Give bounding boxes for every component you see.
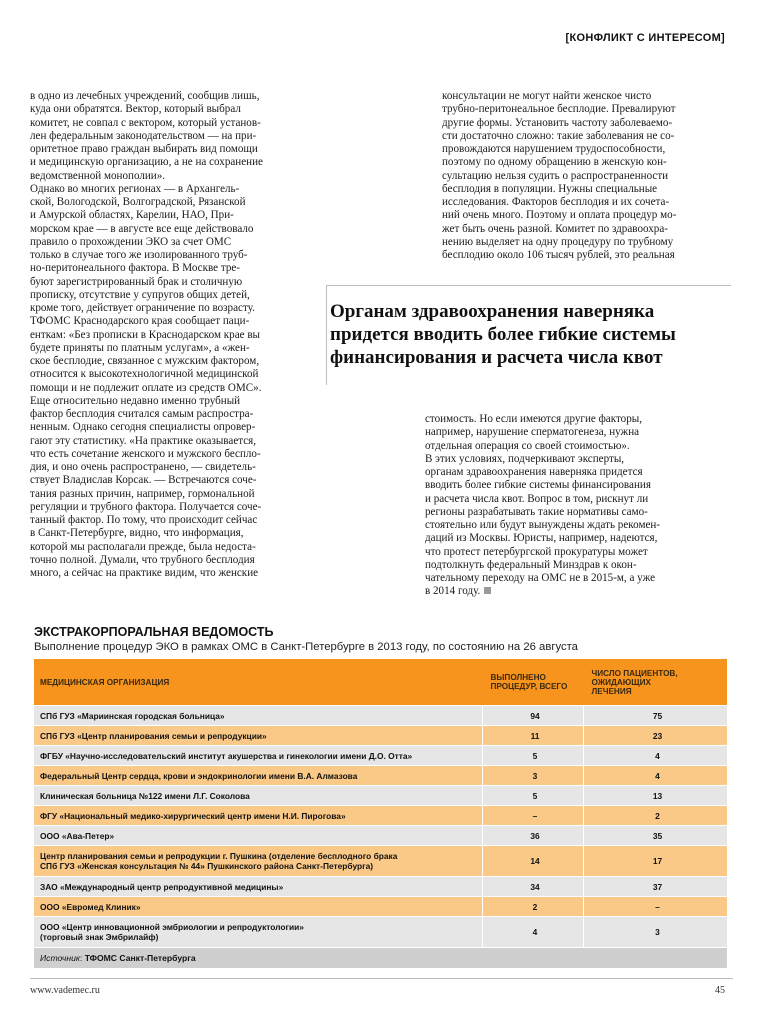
table-title: ЭКСТРАКОРПОРАЛЬНАЯ ВЕДОМОСТЬ [34, 625, 274, 639]
text-line: даций из Москвы. Юристы, например, надеются, [425, 532, 658, 545]
cell-done: – [483, 806, 584, 826]
text-line: что протест петербургской прокуратуры может [425, 545, 648, 558]
text-line: бесплодия в популяции. Нужны специальные [442, 182, 658, 195]
cell-done: 5 [483, 786, 584, 806]
cell-waiting: 4 [584, 766, 728, 786]
cell-org [34, 917, 483, 948]
ivf-procedures-table [34, 659, 727, 968]
cell-org: Федеральный Центр сердца, крови и эндокринологии имени В.А. Алмазова [34, 766, 483, 786]
text-line: например, нарушение сперматогенеза, нужна [425, 426, 640, 439]
cell-waiting: 75 [584, 706, 728, 726]
header-done-line: ПРОЦЕДУР, ВСЕГО [490, 682, 568, 691]
text-line: подтолкнуть федеральный Минздрав к окон- [425, 558, 637, 571]
article-column-left [30, 90, 320, 580]
text-line: буют зарегистрированный брак и столичную [30, 275, 243, 288]
pullquote-line: Органам здравоохранения наверняка [330, 301, 655, 322]
cell-done: 94 [483, 706, 584, 726]
table-row [34, 706, 727, 726]
cell-waiting: 13 [584, 786, 728, 806]
cell-waiting: – [584, 897, 728, 917]
cell-org: ООО «Ава-Петер» [34, 826, 483, 846]
section-tag: [КОНФЛИКТ С ИНТЕРЕСОМ] [565, 32, 725, 44]
header-waiting-line: ОЖИДАЮЩИХ [591, 677, 651, 687]
text-line: регуляции и трубного фактора. Получается сочe- [30, 500, 262, 513]
table-subtitle: Выполнение процедур ЭКО в рамках ОМС в Санкт-Петербурге в 2013 году, по состоянию на 26 августа [34, 641, 578, 653]
text-line: лен федеральным законодательством — на при- [30, 129, 257, 142]
text-line: исследования. Факторов бесплодия и их сочета- [442, 196, 670, 208]
text-line: В этих условиях, подчеркивают эксперты, [425, 452, 625, 465]
text-line: отдельная операция со своей стоимостью». [425, 439, 630, 452]
cell-waiting: 23 [584, 726, 728, 746]
text-line: енткам: «Без прописки в Краснодарском крае вы [30, 328, 261, 341]
text-line: относится к высокотехнологичной медицинской [30, 368, 259, 381]
text-line: ний очень много. Поэтому и оплата процедур мо- [442, 209, 677, 222]
table-row [34, 846, 727, 877]
text-line: и расчета числа квот. Вопрос в том, рискнут ли [425, 492, 649, 505]
text-line: правило о прохождении ЭКО за счет ОМС [30, 235, 232, 248]
table-row [34, 826, 727, 846]
article-column-right-top [442, 90, 732, 262]
pullquote-line: финансирования и расчета числа квот [330, 347, 663, 368]
cell-org: ФГУ «Национальный медико-хирургический центр имени Н.И. Пирогова» [34, 806, 483, 826]
text-line: консультации не могут найти женское чисто [442, 90, 652, 102]
footer-divider [30, 978, 733, 979]
text-line: в 2014 году. [425, 585, 481, 598]
source-label: Источник [40, 953, 80, 963]
cell-waiting: 3 [584, 917, 728, 948]
text-line: оритетное право граждан выбирать вид помощи [30, 143, 258, 155]
text-line: чательному переходу на ОМС не в 2015-м, а уже [425, 572, 656, 584]
text-line: в Санкт-Петербурге, видно, что информация, [30, 527, 244, 540]
cell-org-line: СПб ГУЗ «Женская консультация № 44» Пушкинского района Санкт-Петербурга) [40, 861, 374, 871]
header-waiting-line: ЛЕЧЕНИЯ [591, 686, 632, 696]
cell-done: 5 [483, 746, 584, 766]
table-row [34, 786, 727, 806]
cell-org: СПб ГУЗ «Мариинская городская больница» [34, 706, 483, 726]
cell-waiting: 17 [584, 846, 728, 877]
text-line: дия, и оно очень распространено, — свидетель- [30, 461, 256, 473]
table-row [34, 746, 727, 766]
cell-org: СПб ГУЗ «Центр планирования семьи и репродукции» [34, 726, 483, 746]
cell-org-line: (торговый знак Эмбрилайф) [40, 932, 159, 942]
text-line: другие формы. Установить частоту заболеваемо- [442, 116, 673, 129]
text-line: только в случае того же изолированного труб- [30, 249, 248, 261]
text-line: ствует Владислав Корсак. — Встречаются сочe- [30, 474, 257, 487]
text-line: поэтому по одному обращению в женскую кон- [442, 156, 667, 169]
header-waiting-line: ЧИСЛО ПАЦИЕНТОВ, [591, 668, 678, 678]
text-line: которой мы располагали прежде, была недоста- [30, 540, 256, 553]
footer-url: www.vademec.ru [30, 985, 100, 996]
text-line: провождаются нарушением трудоспособности, [442, 143, 666, 155]
text-line: помощи и не подлежит оплате из средств ОМС». [30, 381, 262, 394]
cell-org: Клиническая больница №122 имени Л.Г. Соколова [34, 786, 483, 806]
header-waiting [584, 659, 728, 706]
text-line: точно полной. Думали, что трубного бесплодия [30, 553, 255, 566]
pullquote [330, 300, 730, 369]
text-line: ведомственной монополии». [30, 169, 166, 182]
text-line-last [425, 585, 725, 598]
text-line: много, а сейчас на практике видим, что женские [30, 567, 259, 579]
cell-org: ЗАО «Международный центр репродуктивной медицины» [34, 877, 483, 897]
text-line: Однако во многих регионах — в Архангель- [30, 182, 240, 195]
text-line: Еще относительно недавно именно трубный [30, 394, 241, 407]
text-line: но-перитонеального фактора. В Москве тре- [30, 262, 241, 275]
pullquote-rule-horizontal [326, 285, 731, 286]
text-line: бесплодию около 106 тысяч рублей, это реальная [442, 249, 675, 261]
article-column-right-bottom [425, 413, 725, 599]
text-line: ТФОМС Краснодарского края сообщает паци- [30, 315, 250, 328]
text-line: в одно из лечебных учреждений, сообщив лишь, [30, 90, 260, 102]
cell-done: 11 [483, 726, 584, 746]
cell-org [34, 846, 483, 877]
text-line: нению выделяет на одну процедуру по трубному [442, 235, 674, 248]
table-row [34, 877, 727, 897]
cell-done: 14 [483, 846, 584, 877]
pullquote-rule-vertical [326, 285, 327, 385]
table-row [34, 897, 727, 917]
table-row [34, 726, 727, 746]
cell-waiting: 35 [584, 826, 728, 846]
text-line: трубно-перитонеальное бесплодие. Превалируют [442, 103, 676, 116]
cell-done: 34 [483, 877, 584, 897]
text-line: сти достаточно сложно: такие заболевания не со- [442, 129, 675, 142]
text-line: стоимость. Но если имеются другие факторы, [425, 413, 642, 425]
table-row [34, 917, 727, 948]
text-line: фактор бесплодия считался самым распростра- [30, 408, 254, 420]
source-value: ТФОМС Санкт-Петербурга [84, 953, 196, 963]
text-line: гают эту статистику. «На практике оказывается, [30, 434, 257, 447]
text-line: жет быть очень разной. Комитет по здравоохра- [442, 222, 668, 235]
header-org: МЕДИЦИНСКАЯ ОРГАНИЗАЦИЯ [34, 659, 483, 706]
cell-waiting: 2 [584, 806, 728, 826]
text-line: ское бесплодие, связанное с мужским фактором, [30, 355, 260, 367]
table-source: Источник: ТФОМС Санкт-Петербурга [34, 948, 727, 969]
pullquote-line: придется вводить более гибкие системы [330, 324, 676, 345]
cell-org: ООО «Евромед Клиник» [34, 897, 483, 917]
cell-done: 36 [483, 826, 584, 846]
table-header-row [34, 659, 727, 706]
table-source-row [34, 948, 727, 969]
header-done-line: ВЫПОЛНЕНО [490, 673, 546, 682]
text-line: танный фактор. По тому, что происходит сейчас [30, 514, 258, 526]
text-line: ской, Вологодской, Волгоградской, Рязанской [30, 196, 246, 208]
text-line: ненным. Однако сегодня специалисты опровер- [30, 421, 256, 434]
text-line: прописку, отсутствие у супругов общих детей, [30, 288, 250, 301]
cell-org: ФГБУ «Научно-исследовательский институт акушерства и гинекологии имени Д.О. Отта» [34, 746, 483, 766]
text-line: будете приняты по платным услугам», а «жен- [30, 341, 250, 354]
end-of-article-icon [484, 587, 491, 594]
text-line: куда они обратятся. Вектор, который выбрал [30, 103, 241, 116]
text-line: что есть сочетание женского и мужского беспло- [30, 447, 261, 460]
cell-done: 2 [483, 897, 584, 917]
text-line: органам здравоохранения наверняка придется [425, 466, 643, 478]
text-line: сультацию нельзя судить о распространенности [442, 169, 669, 182]
cell-org-line: Центр планирования семьи и репродукции г. Пушкина (отделение бесплодного брака [40, 850, 398, 861]
table-row [34, 766, 727, 786]
cell-done: 4 [483, 917, 584, 948]
cell-waiting: 4 [584, 746, 728, 766]
text-line: и медицинскую организацию, а не на сохранение [30, 156, 263, 169]
text-line: морском крае — в августе все еще действовало [30, 222, 254, 235]
text-line: тания разных причин, например, гормональной [30, 487, 255, 500]
text-line: комитет, не совпал с вектором, который установ- [30, 116, 261, 129]
text-line: вводить более гибкие системы финансирования [425, 479, 651, 492]
cell-waiting: 37 [584, 877, 728, 897]
text-line: стоятельно или будут вынуждены ждать рекомен- [425, 519, 661, 531]
cell-org-line: ООО «Центр инновационной эмбриологии и репродуктологии» [40, 921, 304, 932]
page-number: 45 [715, 985, 725, 996]
text-line: кроме того, действует ограничение по возрасту. [30, 302, 255, 314]
header-done [483, 659, 584, 706]
text-line: и Амурской областях, Карелии, НАО, При- [30, 209, 234, 222]
table-row [34, 806, 727, 826]
text-line: регионы разрабатывать такие нормативы само- [425, 505, 648, 518]
cell-done: 3 [483, 766, 584, 786]
